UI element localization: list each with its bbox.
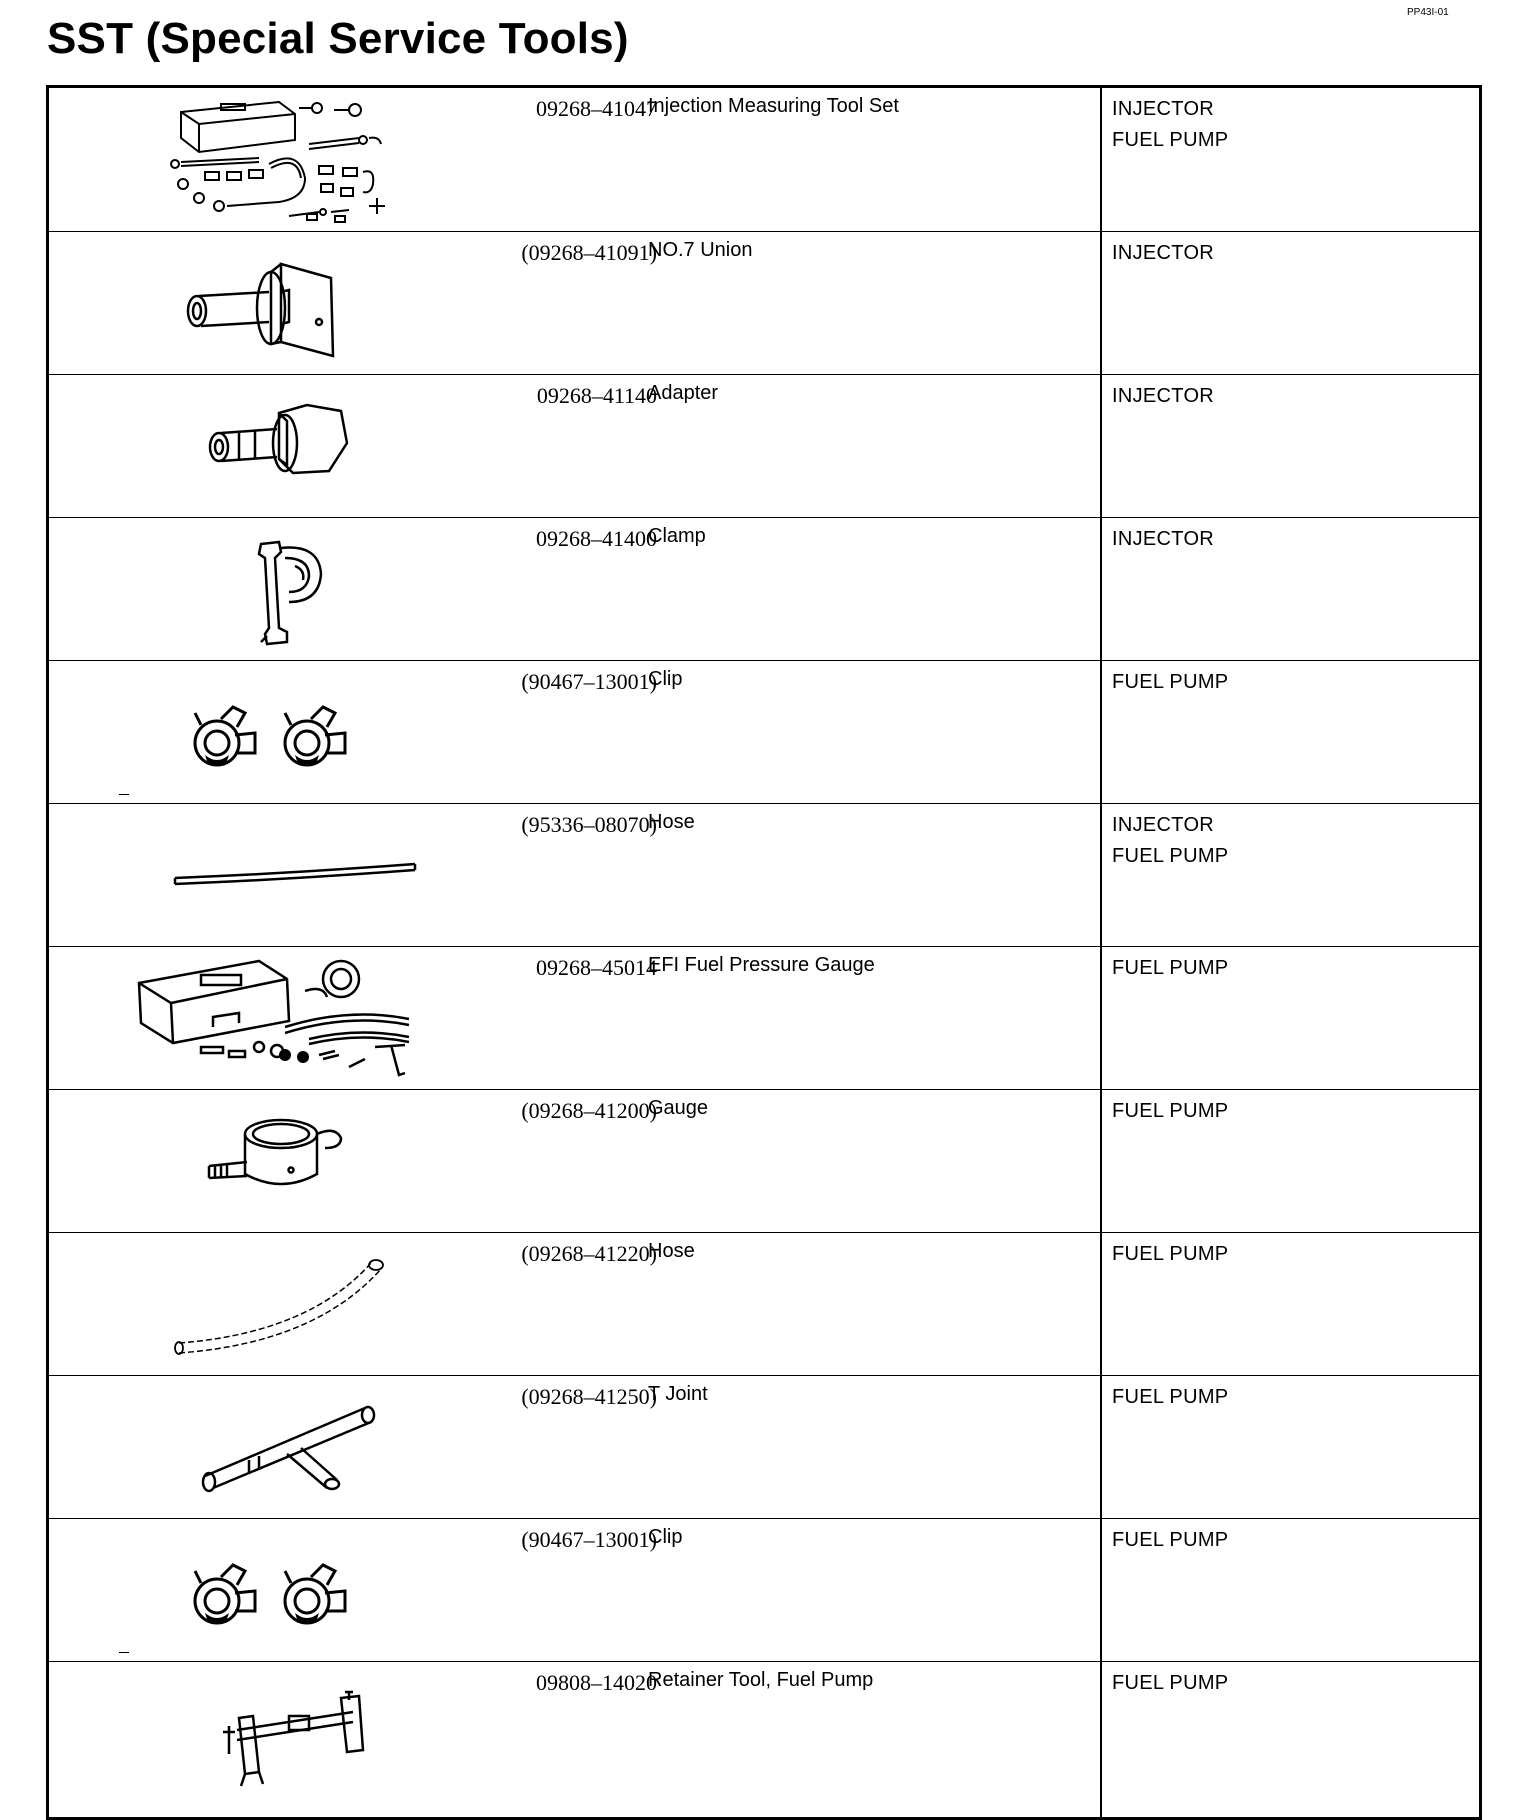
column-divider — [1100, 518, 1102, 660]
part-number: 09268–41140 — [536, 383, 657, 408]
column-divider — [1100, 232, 1102, 374]
table-row — [49, 517, 1479, 660]
table-row — [49, 1089, 1479, 1232]
table-row — [49, 88, 1479, 231]
page-title: SST (Special Service Tools) — [47, 14, 629, 63]
tool-set-icon — [109, 88, 439, 228]
adapter-icon — [109, 375, 439, 515]
table-row — [49, 231, 1479, 374]
usage-list — [1112, 1382, 1228, 1413]
scan-tick-mark — [119, 1652, 129, 1653]
column-divider — [1100, 1519, 1102, 1661]
usage-list — [1112, 1239, 1228, 1270]
retainer-tool-icon — [109, 1662, 439, 1802]
table-row — [49, 803, 1479, 946]
usage-list — [1112, 1668, 1228, 1699]
usage-list — [1112, 94, 1228, 156]
usage-item: INJECTOR — [1112, 528, 1215, 550]
part-name: Retainer Tool, Fuel Pump — [648, 1669, 874, 1691]
union-icon — [109, 232, 439, 372]
clip-icon — [109, 1519, 439, 1659]
straight-hose-icon — [109, 804, 439, 944]
part-name: Hose — [648, 1240, 695, 1262]
part-name: Adapter — [648, 382, 719, 404]
sst-table — [46, 85, 1482, 1820]
part-number: 09808–14020 — [536, 1670, 657, 1695]
part-name: Gauge — [648, 1097, 709, 1119]
part-name: Clip — [648, 1526, 683, 1548]
usage-list — [1112, 238, 1214, 269]
table-row — [49, 946, 1479, 1089]
usage-list — [1112, 1525, 1228, 1556]
usage-item: FUEL PUMP — [1112, 1100, 1229, 1122]
table-row — [49, 1661, 1479, 1817]
table-row — [49, 1232, 1479, 1375]
column-divider — [1100, 1233, 1102, 1375]
usage-item: FUEL PUMP — [1112, 129, 1229, 151]
part-number: 09268–41047 — [536, 96, 657, 121]
page-code: PP43I-01 — [1407, 7, 1449, 18]
part-number: (09268–41250) — [521, 1384, 657, 1409]
part-number: (95336–08070) — [521, 812, 657, 837]
scan-tick-mark — [119, 794, 129, 795]
usage-list — [1112, 667, 1228, 698]
clamp-icon — [109, 518, 439, 658]
column-divider — [1100, 661, 1102, 803]
part-number: 09268–45014 — [536, 955, 657, 980]
usage-item: FUEL PUMP — [1112, 1386, 1229, 1408]
column-divider — [1100, 88, 1102, 231]
usage-item: FUEL PUMP — [1112, 845, 1229, 867]
part-number: 09268–41400 — [536, 526, 657, 551]
usage-item: FUEL PUMP — [1112, 1529, 1229, 1551]
part-name: Hose — [648, 811, 695, 833]
usage-item: FUEL PUMP — [1112, 1243, 1229, 1265]
part-number: (90467–13001) — [521, 1527, 657, 1552]
part-name: NO.7 Union — [648, 239, 753, 261]
table-row — [49, 660, 1479, 803]
column-divider — [1100, 1376, 1102, 1518]
usage-list — [1112, 810, 1228, 872]
part-name: EFI Fuel Pressure Gauge — [648, 954, 875, 976]
usage-list — [1112, 1096, 1228, 1127]
curved-hose-icon — [109, 1233, 439, 1373]
part-number: (09268–41200) — [521, 1098, 657, 1123]
part-number: (09268–41220) — [521, 1241, 657, 1266]
usage-list — [1112, 953, 1228, 984]
table-row — [49, 1375, 1479, 1518]
usage-item: FUEL PUMP — [1112, 957, 1229, 979]
part-name: Clamp — [648, 525, 706, 547]
usage-item: INJECTOR — [1112, 814, 1215, 836]
column-divider — [1100, 947, 1102, 1089]
gauge-icon — [109, 1090, 439, 1230]
clip-icon — [109, 661, 439, 801]
part-number: (90467–13001) — [521, 669, 657, 694]
part-name: T Joint — [648, 1383, 708, 1405]
usage-item: INJECTOR — [1112, 242, 1215, 264]
part-name: Clip — [648, 668, 683, 690]
usage-list — [1112, 524, 1214, 555]
usage-item: FUEL PUMP — [1112, 671, 1229, 693]
usage-list — [1112, 381, 1214, 412]
t-joint-icon — [109, 1376, 439, 1516]
part-name: Injection Measuring Tool Set — [648, 95, 899, 117]
column-divider — [1100, 1662, 1102, 1817]
table-row — [49, 1518, 1479, 1661]
table-row — [49, 374, 1479, 517]
column-divider — [1100, 375, 1102, 517]
usage-item: FUEL PUMP — [1112, 1672, 1229, 1694]
column-divider — [1100, 1090, 1102, 1232]
column-divider — [1100, 804, 1102, 946]
usage-item: INJECTOR — [1112, 98, 1215, 120]
part-number: (09268–41091) — [521, 240, 657, 265]
gauge-set-icon — [109, 947, 439, 1087]
usage-item: INJECTOR — [1112, 385, 1215, 407]
